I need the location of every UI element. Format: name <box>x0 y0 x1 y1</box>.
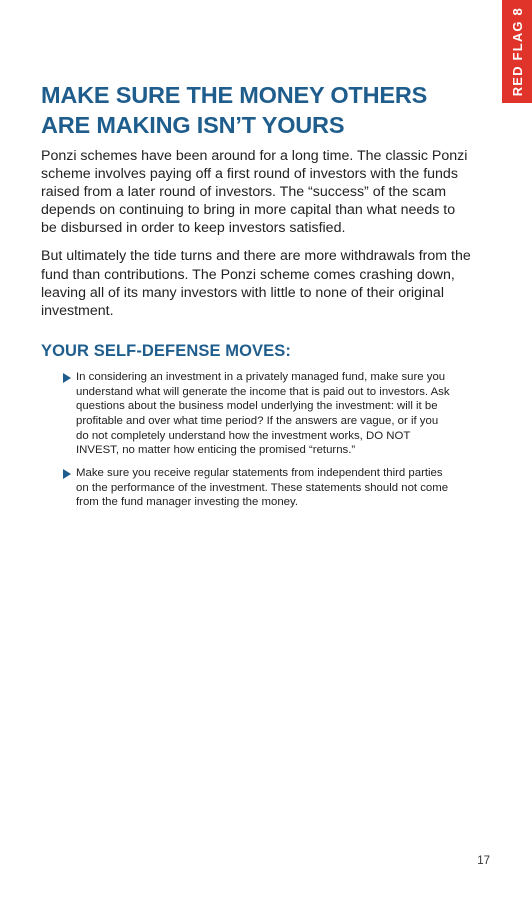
page-content <box>41 80 471 518</box>
section-heading: YOUR SELF-DEFENSE MOVES: <box>41 341 291 360</box>
page-title-line-1: MAKE SURE THE MONEY OTHERS <box>41 82 428 108</box>
list-item <box>63 370 453 458</box>
page-title-line-2: ARE MAKING ISN’T YOURS <box>41 112 345 138</box>
triangle-right-icon <box>63 469 71 479</box>
triangle-right-icon <box>63 373 71 383</box>
body-paragraph-1: Ponzi schemes have been around for a long time. The classic Ponzi scheme involves paying off a first round of investors with the funds raised from a later round of investors. The “success” of the scam depends on continuing to bring in more capital than what needs to be disbursed in order to keep investors satisfied. <box>41 148 468 237</box>
list-item <box>63 466 453 510</box>
body-paragraph-2: But ultimately the tide turns and there are more withdrawals from the fund than contributions. The Ponzi scheme comes crashing down, leaving all of its many investors with little to none of their original investment. <box>41 248 471 319</box>
page-number: 17 <box>477 855 490 867</box>
list-item-text: In considering an investment in a privately managed fund, make sure you understand what will generate the income that is paid out to investors. Ask questions about the business model underlying the investment: will it be profitable and over what time period? If the answers are vague, or if you do not completely understand how the investment works, DO NOT INVEST, no matter how enticing the promised “returns.” <box>76 370 450 457</box>
red-flag-tab <box>502 0 532 103</box>
list-item-text: Make sure you receive regular statements from independent third parties on the performance of the investment. These statements should not come from the fund manager investing the money. <box>76 467 449 509</box>
red-flag-label: RED FLAG 8 <box>509 6 525 97</box>
page-title <box>41 80 471 140</box>
self-defense-list <box>41 370 453 510</box>
